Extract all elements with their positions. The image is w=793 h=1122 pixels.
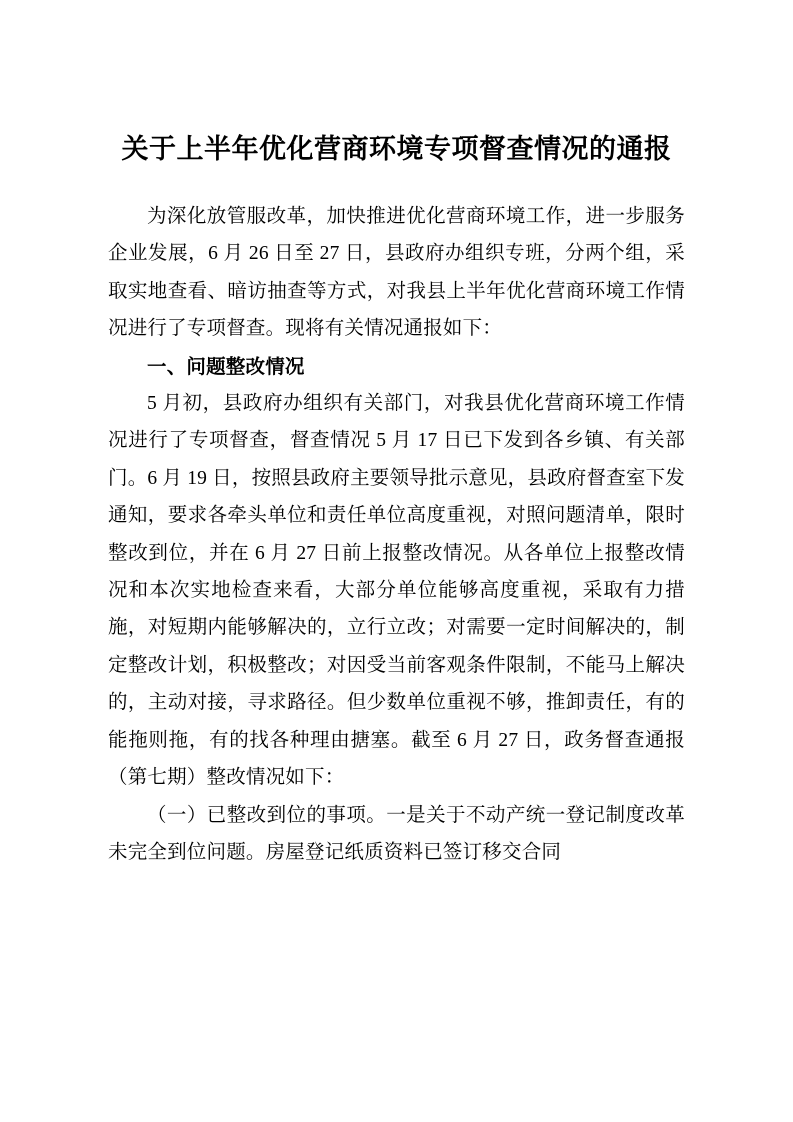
paragraph-section-1-body: 5 月初，县政府办组织有关部门，对我县优化营商环境工作情况进行了专项督查，督查情况 5 月 17 日已下发到各乡镇、有关部门。6 月 19 日，按照县政府主要领导批示意见，县政府督查室下发通知，要求各牵头单位和责任单位高度重视，对照问题清单，限时整改到位，并在 6 月 27 日前上报整改情况。从各单位上报整改情况和本次实地检查来看，大部分单位能够高度重视，采取有力措施，对短期内能够解决的，立行立改；对需要一定时间解决的，制定整改计划，积极整改；对因受当前客观条件限制，不能马上解决的，主动对接，寻求路径。但少数单位重视不够，推卸责任，有的能拖则拖，有的找各种理由搪塞。截至 6 月 27 日，政务督查通报（第七期）整改情况如下：: [108, 393, 685, 789]
paragraph-subsection-1: （一）已整改到位的事项。一是关于不动产统一登记制度改革未完全到位问题。房屋登记纸质资料已签订移交合同: [108, 804, 685, 863]
page-title: 关于上半年优化营商环境专项督查情况的通报: [121, 134, 672, 165]
paragraph-intro: 为深化放管服改革，加快推进优化营商环境工作，进一步服务企业发展，6 月 26 日至 27 日，县政府办组织专班，分两个组，采取实地查看、暗访抽查等方式，对我县上半年优化营商环境工作情况进行了专项督查。现将有关情况通报如下：: [108, 206, 685, 340]
document-body: [108, 198, 685, 871]
section-heading-1: 一、问题整改情况: [147, 354, 305, 378]
